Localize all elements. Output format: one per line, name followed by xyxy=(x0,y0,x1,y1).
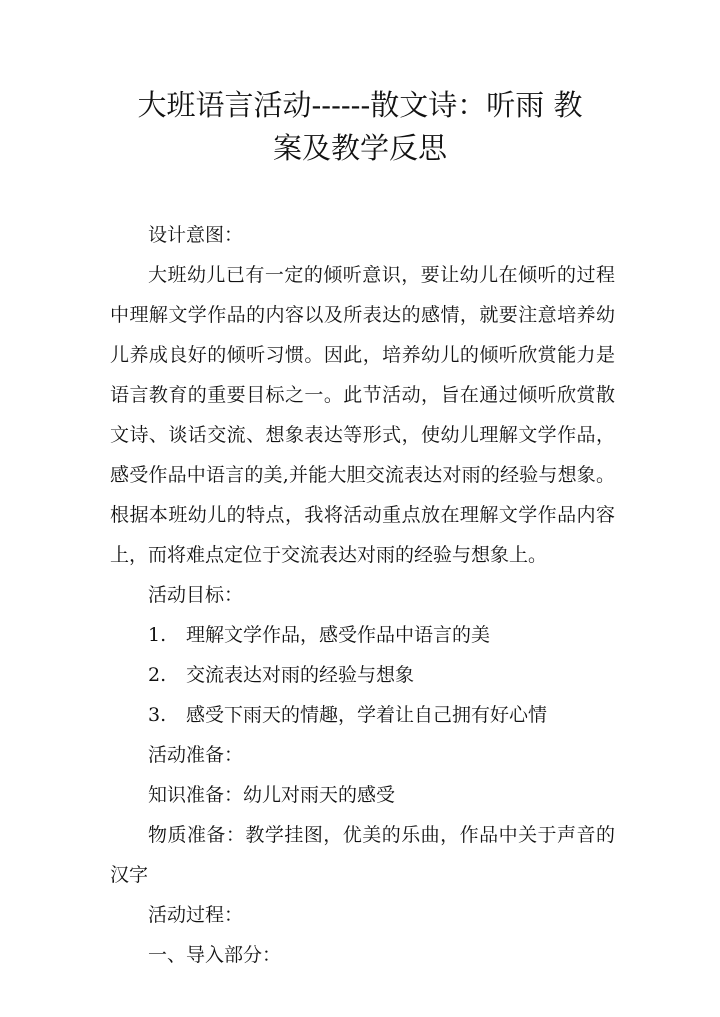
goal-number: 1. xyxy=(148,624,167,646)
goals-heading: 活动目标： xyxy=(148,584,244,606)
goal-number: 3. xyxy=(148,704,167,726)
knowledge-prep: 知识准备：幼儿对雨天的感受 xyxy=(148,784,396,806)
goal-text: 交流表达对雨的经验与想象 xyxy=(186,664,415,686)
material-prep: 物质准备：教学挂图，优美的乐曲，作品中关于声音的汉字 xyxy=(110,824,615,886)
design-heading: 设计意图： xyxy=(148,224,244,246)
process-heading: 活动过程： xyxy=(148,904,244,926)
goal-number: 2. xyxy=(148,664,167,686)
prep-heading: 活动准备： xyxy=(148,744,244,766)
title-line-2: 案及教学反思 xyxy=(272,131,447,165)
goal-item xyxy=(110,655,615,695)
document-body xyxy=(110,215,615,975)
goal-text: 感受下雨天的情趣，学着让自己拥有好心情 xyxy=(186,704,548,726)
goal-item xyxy=(110,615,615,655)
title-line-1: 大班语言活动------散文诗：听雨 教 xyxy=(137,88,583,122)
goal-item xyxy=(110,695,615,735)
document-title xyxy=(100,84,620,170)
section-one-heading: 一、导入部分： xyxy=(148,944,282,966)
design-paragraph: 大班幼儿已有一定的倾听意识，要让幼儿在倾听的过程中理解文学作品的内容以及所表达的感情，就要注意培养幼儿养成良好的倾听习惯。因此，培养幼儿的倾听欣赏能力是语言教育的重要目标之一。此节活动，旨在通过倾听欣赏散文诗、谈话交流、想象表达等形式，使幼儿理解文学作品，感受作品中语言的美,并能大胆交流表达对雨的经验与想象。根据本班幼儿的特点，我将活动重点放在理解文学作品内容上，而将难点定位于交流表达对雨的经验与想象上。 xyxy=(110,264,615,566)
goal-text: 理解文学作品，感受作品中语言的美 xyxy=(186,624,491,646)
